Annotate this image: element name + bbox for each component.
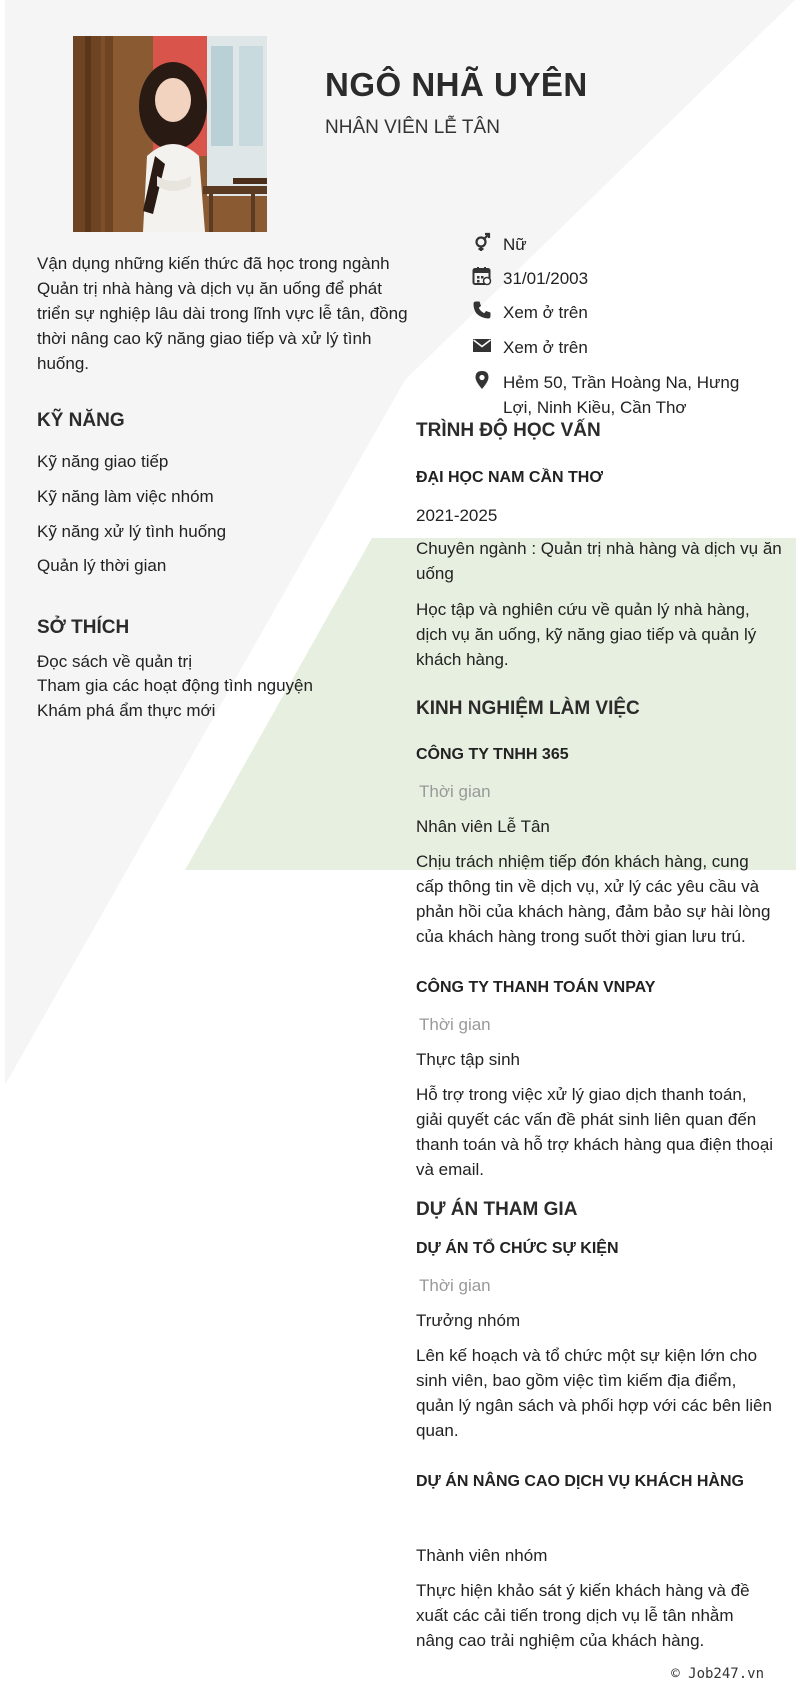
email-value: Xem ở trên xyxy=(503,338,588,357)
skills-heading: KỸ NĂNG xyxy=(37,410,125,431)
career-objective: Vận dụng những kiến thức đã học trong ngành Quản trị nhà hàng và dịch vụ ăn uống để phát triển sự nghiệp lâu dài trong lĩnh vực lễ tân, đồng thời nâng cao kỹ năng giao tiếp và xử lý tình huống. xyxy=(37,254,408,373)
education-heading: TRÌNH ĐỘ HỌC VẤN xyxy=(416,420,601,441)
school-name: ĐẠI HỌC NAM CẦN THƠ xyxy=(416,469,603,486)
experience-description: Hỗ trợ trong việc xử lý giao dịch thanh toán, giải quyết các vấn đề phát sinh liên quan đến thanh toán và hỗ trợ khách hàng qua điện thoại và email. xyxy=(416,1085,774,1179)
project-name: DỰ ÁN NÂNG CAO DỊCH VỤ KHÁCH HÀNG xyxy=(416,1473,744,1490)
hobby-item: Khám phá ẩm thực mới xyxy=(37,701,216,720)
hobby-item: Tham gia các hoạt động tình nguyện xyxy=(37,676,313,695)
education-period: 2021-2025 xyxy=(416,506,498,525)
skill-item: Kỹ năng xử lý tình huống xyxy=(37,522,227,541)
experience-description: Chịu trách nhiệm tiếp đón khách hàng, cung cấp thông tin về dịch vụ, xử lý các yêu cầu và phản hồi của khách hàng, đảm bảo sự hài lòng của khách hàng trong suốt thời gian lưu trú. xyxy=(416,852,771,946)
education-major: Chuyên ngành : Quản trị nhà hàng và dịch vụ ăn uống xyxy=(416,539,782,583)
calendar-icon xyxy=(472,266,494,288)
experience-role: Thực tập sinh xyxy=(416,1050,520,1069)
dob-value: 31/01/2003 xyxy=(503,269,589,288)
gender-value: Nữ xyxy=(503,235,527,254)
job-title: NHÂN VIÊN LỄ TÂN xyxy=(325,117,500,138)
experience-time: Thời gian xyxy=(419,782,491,801)
skill-item: Kỹ năng làm việc nhóm xyxy=(37,487,214,506)
experience-time: Thời gian xyxy=(419,1015,491,1034)
email-icon xyxy=(472,335,494,357)
experience-heading: KINH NGHIỆM LÀM VIỆC xyxy=(416,698,640,719)
address-value: Hẻm 50, Trần Hoàng Na, Hưng Lợi, Ninh Kiều, Cần Thơ xyxy=(503,373,740,417)
footer-credit: © Job247.vn xyxy=(671,1666,764,1682)
experience-company: CÔNG TY TNHH 365 xyxy=(416,746,569,763)
experience-company: CÔNG TY THANH TOÁN VNPAY xyxy=(416,979,656,996)
education-description: Học tập và nghiên cứu về quản lý nhà hàng, dịch vụ ăn uống, kỹ năng giao tiếp và quản lý khách hàng. xyxy=(416,600,757,669)
candidate-name: NGÔ NHÃ UYÊN xyxy=(325,66,588,103)
phone-value: Xem ở trên xyxy=(503,303,588,322)
skill-item: Quản lý thời gian xyxy=(37,556,167,575)
project-description: Thực hiện khảo sát ý kiến khách hàng và đề xuất các cải tiến trong dịch vụ lễ tân nhằm nâng cao trải nghiệm của khách hàng. xyxy=(416,1581,750,1650)
project-role: Thành viên nhóm xyxy=(416,1546,548,1565)
profile-photo xyxy=(73,36,267,232)
project-name: DỰ ÁN TỔ CHỨC SỰ KIỆN xyxy=(416,1240,619,1257)
project-time: Thời gian xyxy=(419,1276,491,1295)
project-description: Lên kế hoạch và tổ chức một sự kiện lớn cho sinh viên, bao gồm việc tìm kiếm địa điểm, quản lý ngân sách và phối hợp với các bên liên quan. xyxy=(416,1346,772,1440)
project-role: Trưởng nhóm xyxy=(416,1311,521,1330)
gender-icon xyxy=(472,232,494,254)
projects-heading: DỰ ÁN THAM GIA xyxy=(416,1199,578,1220)
hobbies-heading: SỞ THÍCH xyxy=(37,617,130,638)
skill-item: Kỹ năng giao tiếp xyxy=(37,452,169,471)
location-pin-icon xyxy=(472,370,494,392)
experience-role: Nhân viên Lễ Tân xyxy=(416,817,550,836)
hobby-item: Đọc sách về quản trị xyxy=(37,652,192,671)
phone-icon xyxy=(472,300,494,322)
